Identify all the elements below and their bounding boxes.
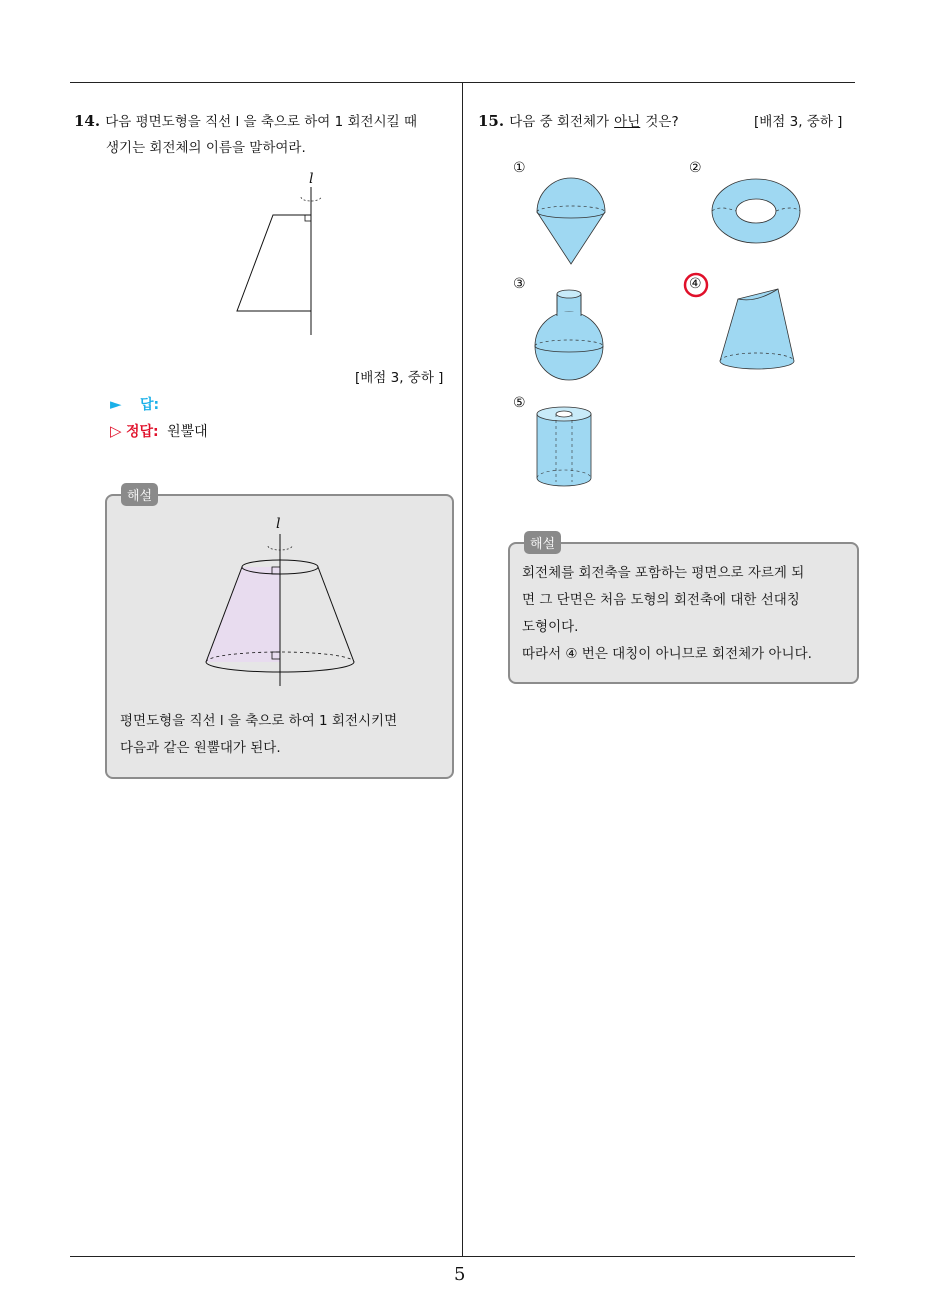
explain-axis-label: l xyxy=(276,516,281,532)
question-15 xyxy=(478,110,679,130)
question-text-line2: 생기는 회전체의 이름을 말하여라. xyxy=(106,140,306,156)
question-text-before: 다음 중 회전체가 xyxy=(509,114,610,130)
question-text-underlined: 아닌 xyxy=(614,114,641,130)
correct-answer-row xyxy=(110,421,208,441)
explanation-line: 회전체를 회전축을 포함하는 평면으로 자르게 되 xyxy=(522,565,805,581)
trapezoid-shape xyxy=(237,215,311,311)
explanation-tag: 해설 xyxy=(524,531,561,554)
answer-circle-mark xyxy=(681,270,711,300)
question-number: 15. xyxy=(478,112,505,130)
bottom-rule xyxy=(70,1256,855,1257)
q14-figure xyxy=(225,165,345,340)
explanation-line: 도형이다. xyxy=(522,619,579,635)
option-2-figure xyxy=(708,175,804,247)
answer-label: 답: xyxy=(140,397,160,413)
q14-score: [배점 3, 중하 ] xyxy=(355,370,444,386)
option-1-label: ① xyxy=(513,160,526,176)
explanation-line: 평면도형을 직선 l 을 축으로 하여 1 회전시키면 xyxy=(120,713,398,729)
answer-arrow-icon: ► xyxy=(110,395,122,413)
question-number: 14. xyxy=(74,112,101,130)
correct-label: 정답: xyxy=(126,424,159,440)
question-text-line1: 다음 평면도형을 직선 l 을 축으로 하여 1 회전시킬 때 xyxy=(105,114,417,130)
frustum-right-edge xyxy=(318,567,354,662)
explanation-tag: 해설 xyxy=(121,483,158,506)
correct-value: 원뿔대 xyxy=(167,424,208,440)
frustum-figure xyxy=(200,512,360,692)
explanation-text-15 xyxy=(522,560,852,668)
option-4-label: ④ xyxy=(689,276,702,292)
section-fill xyxy=(206,567,280,662)
option-4-figure xyxy=(716,285,802,375)
explanation-line: 다음과 같은 원뿔대가 된다. xyxy=(120,740,281,756)
option-3-figure xyxy=(533,288,609,384)
explanation-line: 따라서 ④ 번은 대칭이 아니므로 회전체가 아니다. xyxy=(522,646,812,662)
option-5-label: ⑤ xyxy=(513,395,526,411)
right-angle-mark xyxy=(305,215,311,221)
option-3-label: ③ xyxy=(513,276,526,292)
correct-arrow-icon: ▷ xyxy=(110,422,122,440)
column-divider xyxy=(462,82,463,1257)
page-number: 5 xyxy=(454,1264,466,1285)
option-5-figure xyxy=(533,404,595,492)
question-14 xyxy=(74,110,459,130)
question-text-after: 것은? xyxy=(645,114,679,130)
q15-score: [배점 3, 중하 ] xyxy=(754,114,843,130)
explanation-line: 면 그 단면은 처음 도형의 회전축에 대한 선대칭 xyxy=(522,592,800,608)
option-2-label: ② xyxy=(689,160,702,176)
explanation-text-14 xyxy=(120,708,445,762)
option-1-figure xyxy=(533,172,613,270)
axis-label: l xyxy=(309,171,314,187)
answer-row xyxy=(110,394,159,414)
